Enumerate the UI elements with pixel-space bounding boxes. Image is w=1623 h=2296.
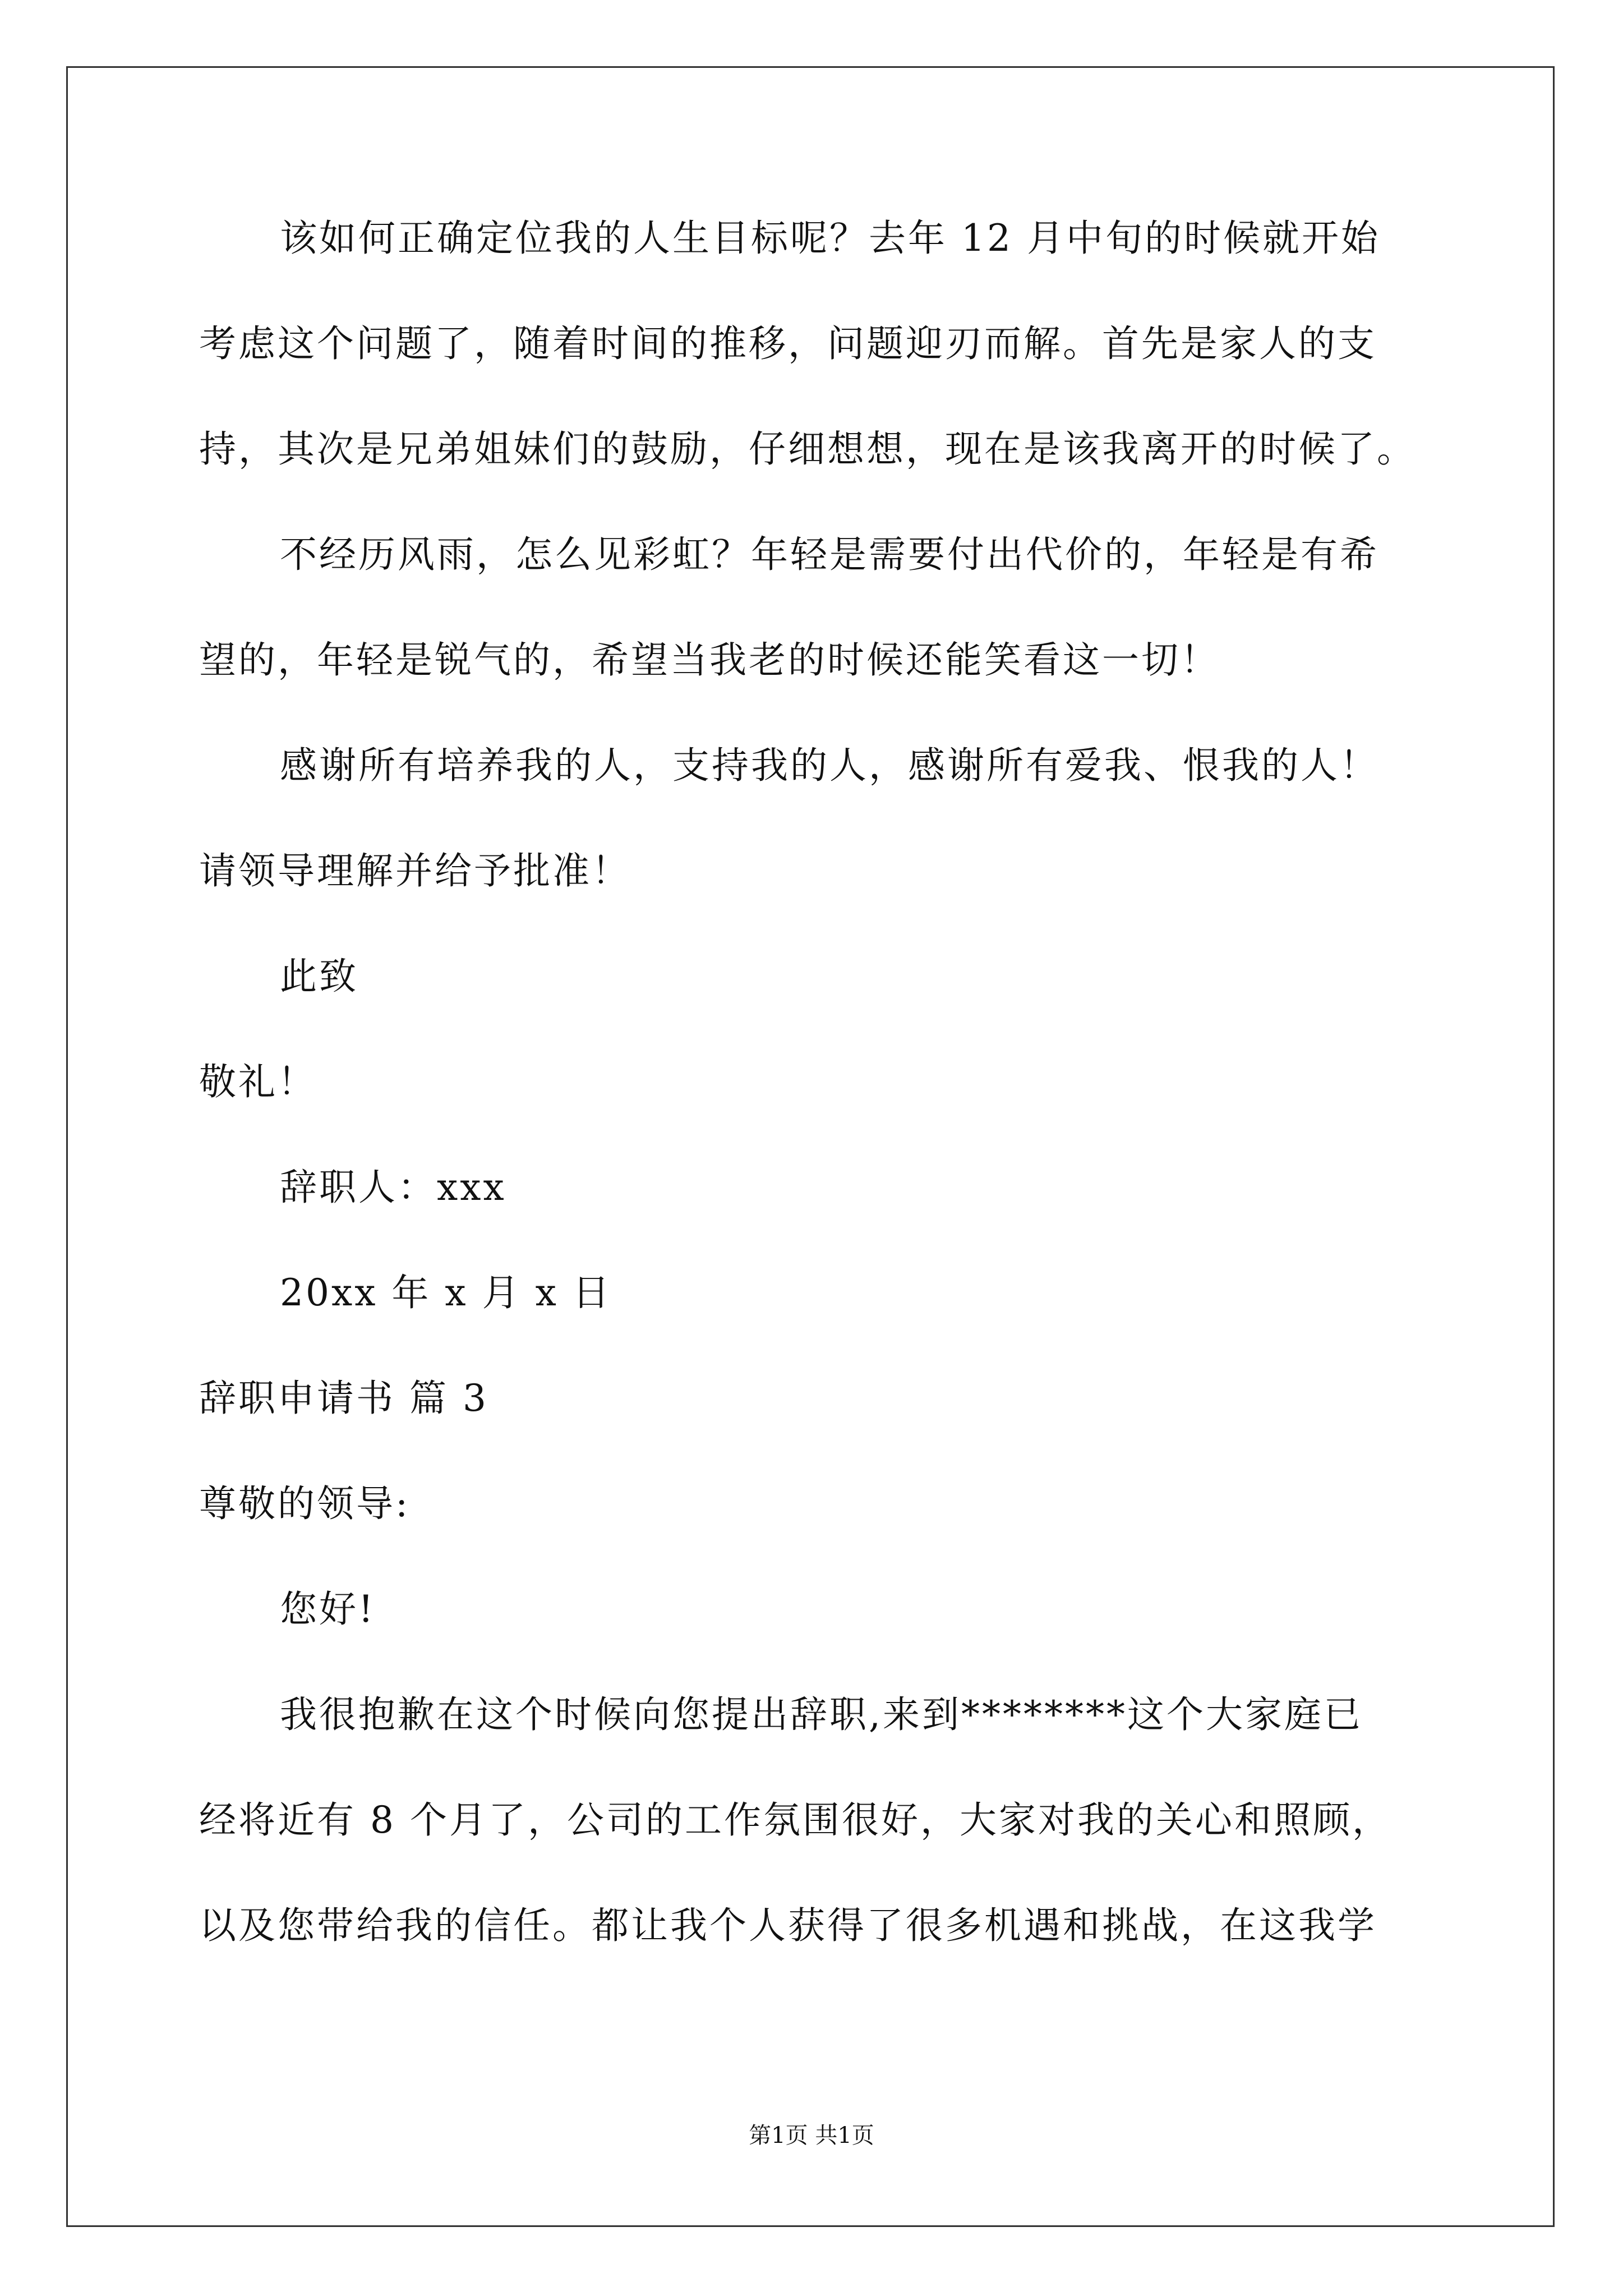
greeting: 您好! bbox=[280, 1588, 376, 1631]
signature-date: 20xx 年 x 月 x 日 bbox=[280, 1271, 612, 1314]
paragraph-line: 感谢所有培养我的人，支持我的人，感谢所有爱我、恨我的人！ bbox=[280, 744, 1379, 787]
paragraph-line: 该如何正确定位我的人生目标呢？去年 12 月中旬的时候就开始 bbox=[280, 217, 1380, 260]
paragraph-line: 我很抱歉在这个时候向您提出辞职,来到********这个大家庭已 bbox=[280, 1693, 1363, 1736]
greeting-addressee: 尊敬的领导: bbox=[199, 1482, 411, 1525]
closing-salutation: 此致 bbox=[280, 955, 358, 998]
paragraph-line: 不经历风雨，怎么见彩虹？年轻是需要付出代价的，年轻是有希 bbox=[280, 533, 1379, 576]
paragraph-line: 以及您带给我的信任。都让我个人获得了很多机遇和挑战，在这我学 bbox=[199, 1904, 1377, 1947]
signature-name: 辞职人：xxx bbox=[280, 1166, 506, 1209]
paragraph-line: 经将近有 8 个月了，公司的工作氛围很好，大家对我的关心和照顾， bbox=[199, 1798, 1391, 1842]
section-heading: 辞职申请书 篇 3 bbox=[199, 1377, 488, 1420]
paragraph-line: 持，其次是兄弟姐妹们的鼓励，仔细想想，现在是该我离开的时候了。 bbox=[199, 427, 1416, 471]
paragraph-line: 望的，年轻是锐气的，希望当我老的时候还能笑看这一切！ bbox=[199, 638, 1220, 682]
closing-regards: 敬礼！ bbox=[199, 1060, 317, 1103]
paragraph-line: 考虑这个问题了，随着时间的推移，问题迎刃而解。首先是家人的支 bbox=[199, 322, 1377, 365]
page-footer: 第1页 共1页 bbox=[749, 2123, 874, 2148]
paragraph-line: 请领导理解并给予批准！ bbox=[199, 849, 631, 892]
